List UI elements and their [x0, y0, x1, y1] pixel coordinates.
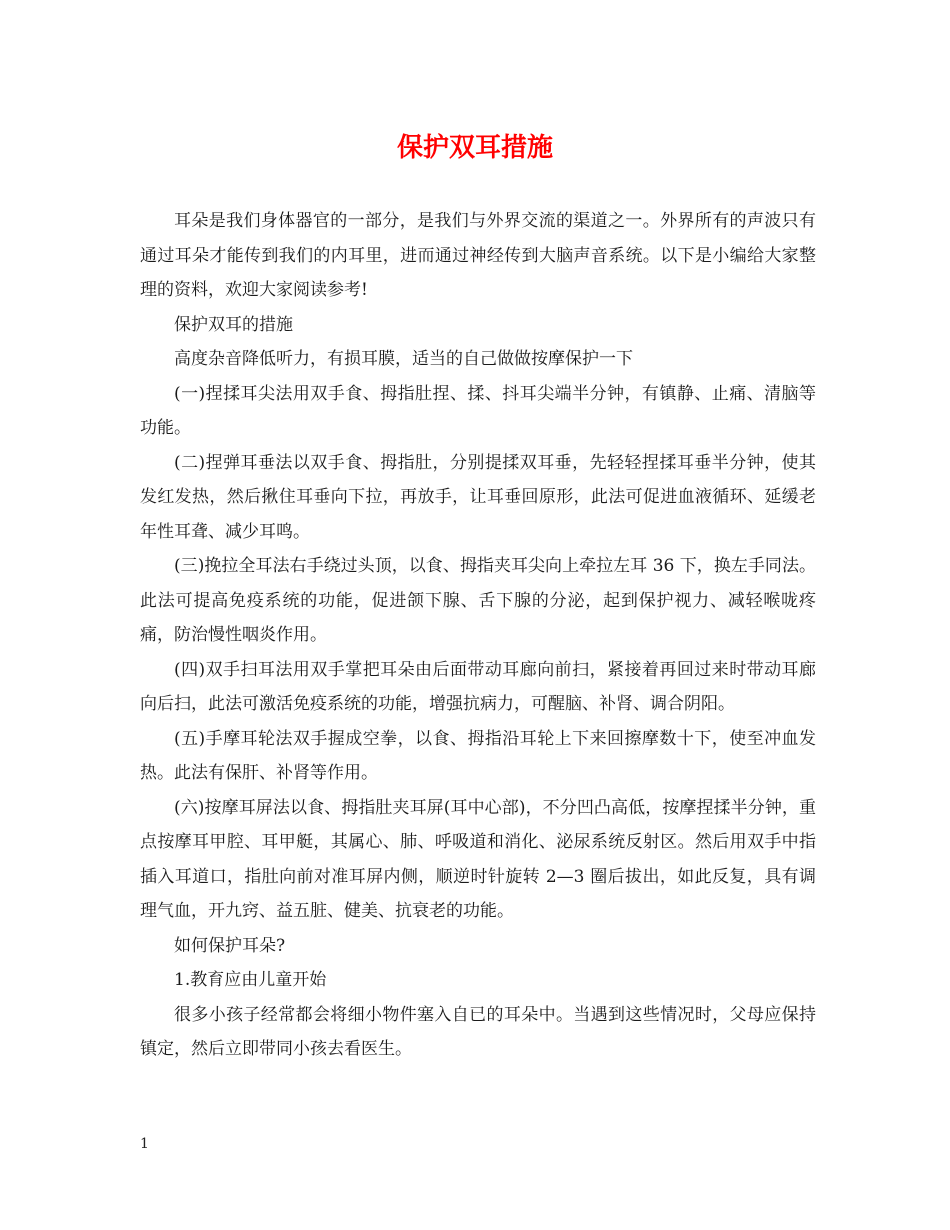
paragraph-noise-note: 高度杂音降低听力，有损耳膜，适当的自己做做按摩保护一下	[174, 349, 633, 369]
document-title: 保护双耳措施	[396, 133, 553, 163]
paragraph-method-4: (四)双手扫耳法用双手掌把耳朵由后面带动耳廊向前扫，紧接着再回过来时带动耳廊向后扫，此法可激活免疫系统的功能，增强抗病力，可醒脑、补肾、调合阴阳。	[140, 659, 816, 714]
paragraph-method-6: (六)按摩耳屏法以食、拇指肚夹耳屏(耳中心部)，不分凹凸高低，按摩捏揉半分钟，重点按摩耳甲腔、耳甲艇，其属心、肺、呼吸道和消化、泌尿系统反射区。然后用双手中指插入耳道口，指肚向前对准耳屏内侧，顺逆时针旋转 2—3 圈后拔出，如此反复，具有调理气血，开九窍、益五脏、健美、抗衰老的功能。	[140, 797, 816, 921]
paragraph-children: 很多小孩子经常都会将细小物件塞入自已的耳朵中。当遇到这些情况时，父母应保持镇定，然后立即带同小孩去看医生。	[140, 1004, 816, 1059]
paragraph-method-2: (二)捏弹耳垂法以双手食、拇指肚，分别提揉双耳垂，先轻轻捏揉耳垂半分钟，使其发红发热，然后揪住耳垂向下拉，再放手，让耳垂回原形，此法可促进血液循环、延缓老年性耳聋、减少耳鸣。	[140, 452, 816, 542]
paragraph-intro: 耳朵是我们身体器官的一部分，是我们与外界交流的渠道之一。外界所有的声波只有通过耳朵才能传到我们的内耳里，进而通过神经传到大脑声音系统。以下是小编给大家整理的资料，欢迎大家阅读参考!	[140, 211, 816, 300]
paragraph-method-3: (三)挽拉全耳法右手绕过头顶，以食、拇指夹耳尖向上牵拉左耳 36 下，换左手同法。此法可提高免疫系统的功能，促进颌下腺、舌下腺的分泌，起到保护视力、减轻喉咙疼痛，防治慢性咽炎作用。	[140, 556, 816, 645]
paragraph-method-1: (一)捏揉耳尖法用双手食、拇指肚捏、揉、抖耳尖端半分钟，有镇静、止痛、清脑等功能。	[140, 383, 816, 438]
paragraph-method-5: (五)手摩耳轮法双手握成空拳，以食、拇指沿耳轮上下来回擦摩数十下，使至冲血发热。此法有保肝、补肾等作用。	[140, 728, 816, 783]
page-number: 1	[140, 1136, 149, 1152]
paragraph-subheading-1: 1.教育应由儿童开始	[174, 970, 327, 990]
paragraph-heading-measures: 保护双耳的措施	[174, 314, 293, 335]
document-body	[140, 204, 816, 1067]
paragraph-heading-how: 如何保护耳朵?	[174, 935, 286, 956]
